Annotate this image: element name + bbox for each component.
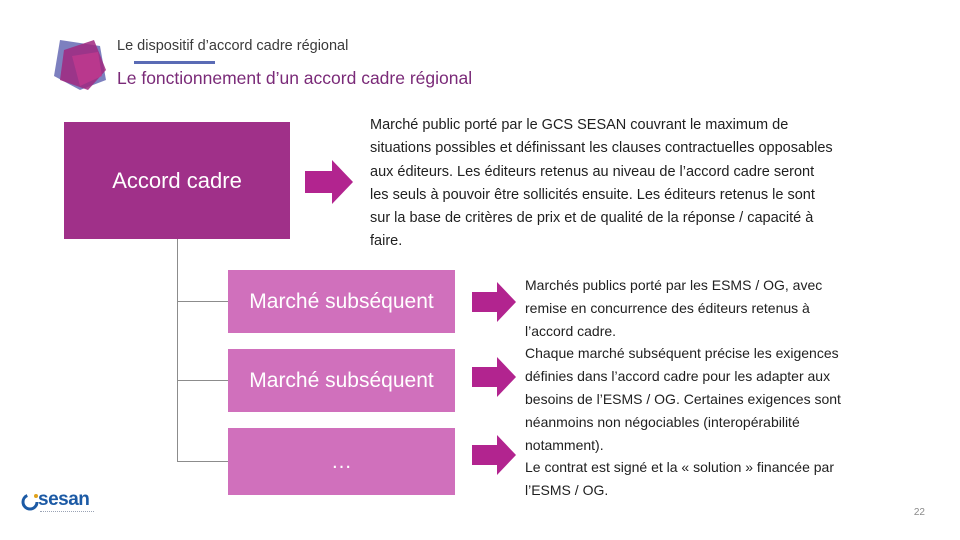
- text-line: besoins de l’ESMS / OG. Certaines exigences sont: [525, 390, 841, 407]
- marches-subsequents-description: [525, 274, 925, 502]
- sesan-logo-text: sesan: [38, 489, 90, 510]
- text-line: néanmoins non négociables (interopérabilité: [525, 413, 800, 430]
- text-line: l’ESMS / OG.: [525, 482, 609, 499]
- marche-subsequent-box-2: Marché subséquent: [228, 349, 455, 412]
- text-line: sur la base de critères de prix et de qualité de la réponse / capacité à: [370, 210, 814, 227]
- title-underline: [134, 61, 215, 64]
- connector-branch-3: [177, 461, 228, 462]
- text-line: Marché public porté par le GCS SESAN couvrant le maximum de: [370, 117, 789, 133]
- header-logo-shape: [50, 36, 108, 92]
- connector-branch-1: [177, 301, 228, 302]
- sesan-logo-icon: [21, 492, 39, 512]
- text-line: faire.: [370, 233, 403, 250]
- connector-vertical: [177, 239, 178, 461]
- arrow-right-icon: [472, 357, 516, 397]
- page-title: Le fonctionnement d’un accord cadre régional: [117, 68, 473, 88]
- text-line: Marchés publics porté par les ESMS / OG, avec: [525, 277, 823, 293]
- arrow-right-icon: [305, 160, 353, 204]
- marche-subsequent-box-1: Marché subséquent: [228, 270, 455, 333]
- connector-branch-2: [177, 380, 228, 381]
- sesan-logo-tagline: [40, 511, 94, 515]
- text-line: l’accord cadre.: [525, 322, 617, 339]
- text-line: remise en concurrence des éditeurs retenus à: [525, 299, 810, 316]
- text-line: définies dans l’accord cadre pour les adapter aux: [525, 368, 831, 385]
- text-line: les seuls à pouvoir être sollicités ensuite. Les éditeurs retenus le sont: [370, 186, 815, 203]
- arrow-right-icon: [472, 435, 516, 475]
- text-line: aux éditeurs. Les éditeurs retenus au niveau de l’accord cadre seront: [370, 163, 815, 180]
- section-kicker: Le dispositif d’accord cadre régional: [117, 38, 349, 54]
- ellipsis-box: …: [228, 428, 455, 495]
- accord-cadre-description: [370, 114, 930, 254]
- arrow-right-icon: [472, 282, 516, 322]
- page-number: 22: [913, 507, 925, 518]
- accord-cadre-box: Accord cadre: [64, 122, 290, 239]
- text-line: notamment).: [525, 436, 604, 453]
- text-line: situations possibles et définissant les clauses contractuelles opposables: [370, 140, 833, 157]
- text-line: Chaque marché subséquent précise les exigences: [525, 345, 839, 362]
- text-line: Le contrat est signé et la « solution » financée par: [525, 459, 834, 476]
